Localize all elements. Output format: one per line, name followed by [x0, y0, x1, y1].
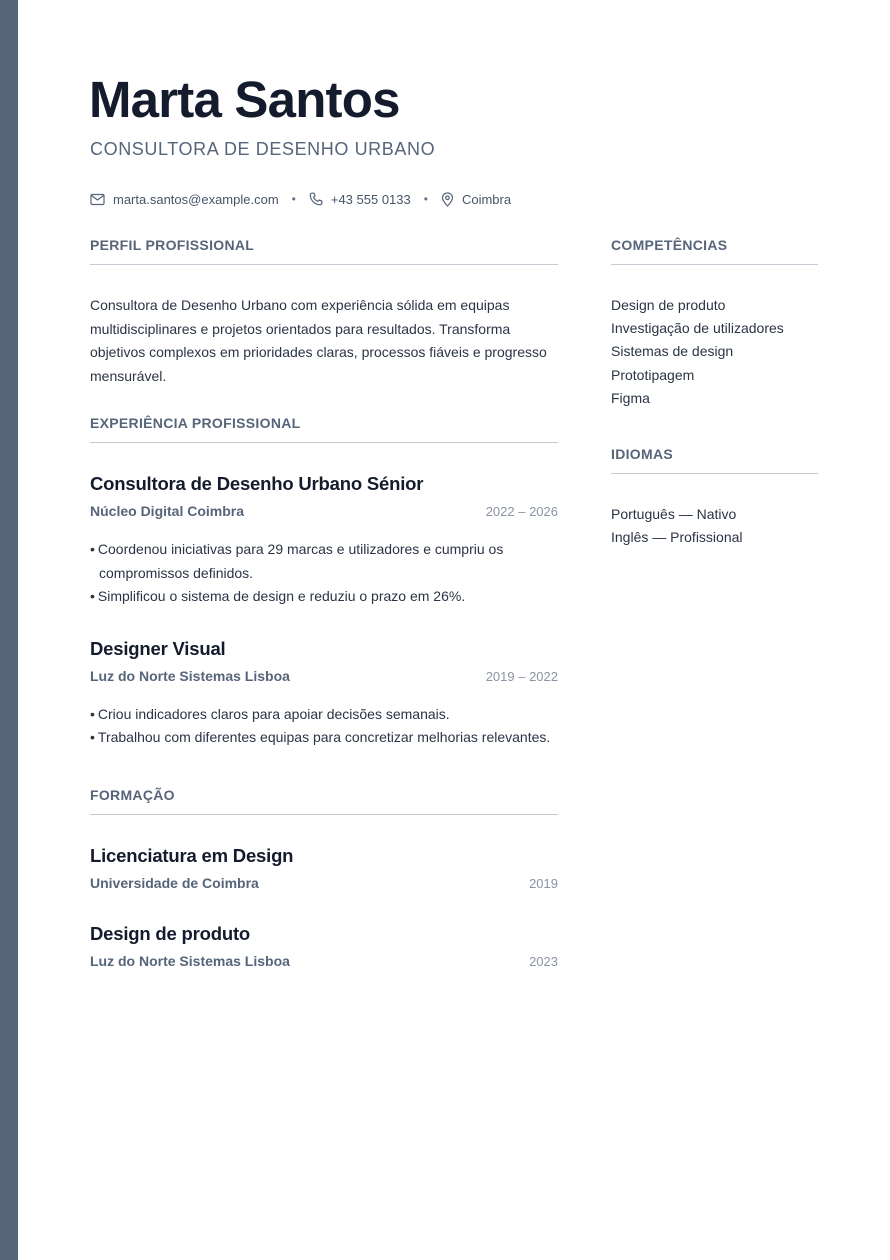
- education-entry: [90, 922, 558, 971]
- company-name: Luz do Norte Sistemas Lisboa: [90, 667, 290, 684]
- job-bullets: [90, 703, 558, 750]
- job-title: Designer Visual: [90, 637, 226, 659]
- company-name: Núcleo Digital Coimbra: [90, 503, 245, 519]
- mail-icon: [90, 193, 105, 206]
- section-heading: COMPETÊNCIAS: [611, 237, 818, 265]
- education-year: 2019: [529, 875, 558, 891]
- section-heading: IDIOMAS: [611, 446, 818, 474]
- language-item: Inglês — Profissional: [611, 529, 743, 546]
- skill-item: Figma: [611, 389, 650, 406]
- job-entry: [90, 472, 558, 609]
- job-dates: 2022 – 2026: [485, 504, 558, 519]
- location-text: Coimbra: [461, 191, 512, 207]
- job-dates: 2019 – 2022: [485, 668, 558, 684]
- institution-name: Luz do Norte Sistemas Lisboa: [90, 952, 290, 969]
- contact-location: [441, 192, 511, 207]
- section-heading: PERFIL PROFISSIONAL: [90, 237, 558, 265]
- side-column: [611, 237, 818, 549]
- contact-email[interactable]: [90, 192, 279, 207]
- skill-item: Investigação de utilizadores: [611, 320, 784, 337]
- job-bullet: • Criou indicadores claros para apoiar decisões semanais.: [90, 703, 558, 727]
- skills-list: [611, 294, 818, 410]
- education-section: [90, 787, 558, 971]
- skill-item: Sistemas de design: [611, 343, 734, 360]
- languages-list: [611, 503, 818, 549]
- job-title: Consultora de Desenho Urbano Sénior: [90, 473, 424, 494]
- experience-section: [90, 415, 558, 750]
- resume-title: CONSULTORA DE DESENHO URBANO: [90, 139, 436, 159]
- main-column: [90, 237, 558, 971]
- section-heading: EXPERIÊNCIA PROFISSIONAL: [90, 415, 558, 443]
- contact-row: [90, 189, 511, 209]
- institution-name: Universidade de Coimbra: [90, 874, 259, 891]
- job-bullets: [90, 538, 558, 609]
- languages-section: [611, 446, 818, 549]
- job-bullet: • Coordenou iniciativas para 29 marcas e utilizadores e cumpriu os compromissos definidos.: [90, 538, 558, 585]
- section-heading: FORMAÇÃO: [90, 787, 558, 815]
- contact-separator: •: [423, 192, 428, 206]
- contact-separator: •: [291, 192, 296, 206]
- skill-item: Prototipagem: [611, 366, 695, 383]
- phone-text: +43 555 0133: [330, 191, 411, 207]
- job-entry: [90, 637, 558, 750]
- contact-phone[interactable]: [309, 192, 411, 207]
- degree-title: Licenciatura em Design: [90, 844, 294, 866]
- skills-section: [611, 237, 818, 410]
- education-year: 2023: [529, 953, 558, 969]
- accent-sidebar: [0, 0, 18, 1260]
- education-meta: [90, 952, 558, 971]
- profile-section: [90, 237, 558, 388]
- education-meta: [90, 874, 558, 893]
- map-pin-icon: [441, 192, 454, 207]
- job-meta: [90, 667, 558, 686]
- language-item: Português — Nativo: [611, 506, 737, 523]
- profile-summary: Consultora de Desenho Urbano com experiência sólida em equipas multidisciplinares e projetos orientados para resultados. Transforma objetivos complexos em prioridades claras, processos fiáveis e progresso mensurável.: [90, 297, 547, 384]
- job-bullet: • Simplificou o sistema de design e reduziu o prazo em 26%.: [90, 585, 558, 609]
- job-bullet: • Trabalhou com diferentes equipas para concretizar melhorias relevantes.: [90, 726, 558, 750]
- skill-item: Design de produto: [611, 297, 726, 313]
- email-text: marta.santos@example.com: [113, 191, 279, 207]
- education-entry: [90, 844, 558, 893]
- resume-name: Marta Santos: [89, 71, 400, 128]
- degree-title: Design de produto: [90, 922, 251, 944]
- phone-icon: [309, 192, 323, 206]
- job-meta: [90, 502, 558, 521]
